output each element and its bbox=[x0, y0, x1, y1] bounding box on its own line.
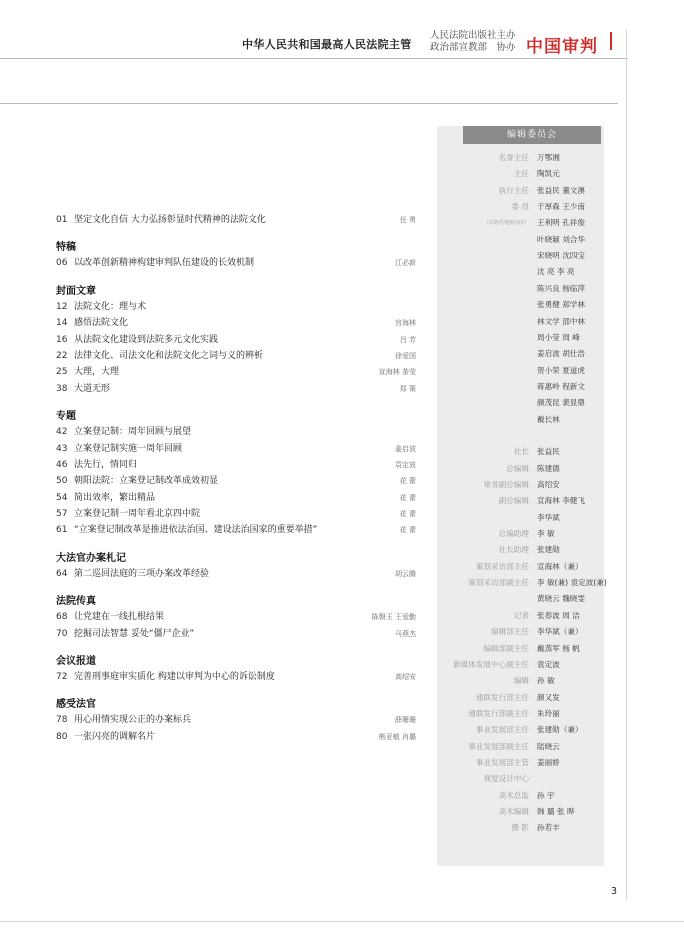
organizer-lines bbox=[430, 30, 516, 54]
board-role: 社长助理 bbox=[498, 545, 529, 555]
toc-page-number: 14 bbox=[56, 318, 68, 329]
board-role: 委 员 bbox=[511, 202, 529, 212]
board-member-name: 孙若丰 bbox=[537, 823, 560, 833]
toc-article-title: 立案登记制一周年看北京四中院 bbox=[74, 509, 201, 520]
toc-page-number: 68 bbox=[56, 612, 68, 623]
board-member-row bbox=[437, 657, 604, 673]
toc-entry[interactable] bbox=[56, 609, 416, 625]
toc-author: 花 蕾 bbox=[399, 477, 416, 486]
toc-page-number: 72 bbox=[56, 672, 68, 683]
magazine-logo: 中国审判 bbox=[526, 37, 598, 57]
toc-article-title: 法律文化、司法文化和法院文化之词与义的辨析 bbox=[74, 350, 264, 361]
board-member-name: 张建勋 bbox=[537, 545, 560, 555]
organizer-line-2: 政治部宣教部 协办 bbox=[430, 42, 516, 53]
board-role: 编辑 bbox=[513, 676, 529, 686]
toc-page-number: 57 bbox=[56, 509, 68, 520]
board-member-name: 韩 璐 张 晔 bbox=[537, 807, 575, 816]
toc-author: 宣海林 茶莹 bbox=[378, 368, 416, 377]
toc-author: 马燕杰 bbox=[395, 629, 416, 638]
toc-author: 花 蕾 bbox=[399, 510, 416, 519]
toc-entry[interactable] bbox=[56, 457, 416, 473]
toc-entry[interactable] bbox=[56, 315, 416, 331]
board-member-row bbox=[437, 788, 604, 804]
toc-page-number: 43 bbox=[56, 443, 68, 454]
board-member-row bbox=[437, 739, 604, 755]
table-of-contents bbox=[56, 212, 416, 745]
board-member-row bbox=[437, 232, 604, 248]
board-member-row bbox=[437, 542, 604, 558]
toc-section-heading: 特稿 bbox=[56, 242, 76, 254]
board-member-name: 张春波 周 洁 bbox=[537, 610, 580, 620]
toc-page-number: 70 bbox=[56, 628, 68, 639]
board-member-row bbox=[437, 510, 604, 526]
board-role: 美术编辑 bbox=[498, 807, 529, 816]
logo-accent-bar bbox=[610, 32, 612, 50]
toc-entry[interactable] bbox=[56, 424, 416, 440]
board-member-row bbox=[437, 428, 604, 444]
toc-section-heading: 封面文章 bbox=[56, 285, 96, 297]
toc-article-title: 完善刑事庭审实质化 构建以审判为中心的诉讼制度 bbox=[74, 672, 275, 683]
toc-author: 姜启波 bbox=[395, 444, 416, 453]
footer-divider bbox=[0, 921, 684, 922]
toc-author: 花 蕾 bbox=[399, 493, 416, 502]
toc-page-number: 25 bbox=[56, 367, 68, 378]
board-member-row bbox=[437, 706, 604, 722]
board-member-row bbox=[437, 722, 604, 738]
board-member-name: 陶凯元 bbox=[537, 169, 560, 179]
board-member-name: 于厚森 王少南 bbox=[537, 202, 585, 212]
toc-article-title: 朝阳法院：立案登记制改革成效初显 bbox=[74, 476, 219, 487]
board-role: 总编辑 bbox=[506, 463, 529, 473]
board-role: 事业发展部副主任 bbox=[468, 741, 529, 751]
toc-author: 陈磐玉 王爱勤 bbox=[371, 613, 416, 622]
toc-article-title: 一张闪亮的调解名片 bbox=[74, 731, 156, 742]
board-member-name: 姜启波 胡仕浩 bbox=[537, 349, 585, 359]
header-divider-lower bbox=[0, 103, 618, 104]
toc-author: 高绍安 bbox=[395, 673, 416, 682]
toc-article-title: 大理，大理 bbox=[74, 367, 120, 378]
board-member-row bbox=[437, 166, 604, 182]
board-member-row bbox=[437, 363, 604, 379]
board-role: 策划采访部副主任 bbox=[468, 578, 529, 588]
toc-article-title: 坚定文化自信 大力弘扬彰显时代精神的法院文化 bbox=[74, 215, 266, 225]
toc-page-number: 01 bbox=[56, 215, 68, 225]
board-member-name: 张益民 bbox=[537, 447, 560, 457]
toc-section-heading: 感受法官 bbox=[56, 699, 96, 711]
board-member-name: 万鄂湘 bbox=[537, 153, 560, 162]
board-role: 策划采访部主任 bbox=[475, 561, 529, 571]
toc-article-title: 感悟法院文化 bbox=[74, 318, 129, 329]
toc-author: 郑 策 bbox=[399, 384, 416, 393]
toc-entry[interactable] bbox=[56, 255, 416, 271]
toc-page-number: 06 bbox=[56, 258, 68, 269]
board-member-row bbox=[437, 395, 604, 411]
board-member-name: 陆晓云 bbox=[537, 741, 560, 751]
toc-entry[interactable] bbox=[56, 626, 416, 642]
board-member-name: 孙 敏 bbox=[537, 676, 555, 686]
board-member-row bbox=[437, 346, 604, 362]
board-role: 美术总监 bbox=[498, 790, 529, 800]
board-member-row bbox=[437, 183, 604, 199]
board-member-name: 叶晓颖 刘合华 bbox=[537, 234, 585, 244]
board-member-name: 张勇健 郑学林 bbox=[537, 300, 585, 310]
board-member-row bbox=[437, 297, 604, 313]
board-role: 总编助理 bbox=[498, 529, 529, 539]
board-member-name: 孙 宇 bbox=[537, 790, 555, 800]
board-member-row bbox=[437, 690, 604, 706]
board-role: （以姓氏笔画为序） bbox=[483, 220, 529, 227]
toc-article-title: 第二巡回法庭的三项办案改革经验 bbox=[74, 568, 210, 579]
board-role: 视觉设计中心 bbox=[483, 774, 529, 784]
toc-author: 熊亚敏 肖璐 bbox=[378, 732, 416, 741]
board-role: 通联发行部主任 bbox=[475, 692, 529, 702]
board-member-row bbox=[437, 199, 604, 215]
board-member-row bbox=[437, 575, 607, 591]
toc-section-heading: 专题 bbox=[56, 411, 76, 423]
toc-page-number: 61 bbox=[56, 525, 68, 536]
board-member-row bbox=[437, 608, 604, 624]
toc-section-heading: 会议报道 bbox=[56, 656, 96, 668]
toc-article-title: 法院文化：理与术 bbox=[74, 301, 147, 312]
board-member-name: 李 敏(兼) 袁定波(兼) bbox=[537, 578, 607, 588]
board-member-row bbox=[437, 379, 604, 395]
toc-entry[interactable] bbox=[56, 364, 416, 380]
board-member-row bbox=[437, 591, 604, 607]
toc-page-number: 46 bbox=[56, 459, 68, 470]
toc-author: 吕 芳 bbox=[399, 335, 416, 344]
toc-article-title: 立案登记制实施一周年回顾 bbox=[74, 443, 183, 454]
toc-article-title: 大道无形 bbox=[74, 383, 111, 394]
toc-page-number: 16 bbox=[56, 334, 68, 345]
board-role: 通联发行部副主任 bbox=[468, 708, 529, 718]
toc-section-heading: 大法官办案札记 bbox=[56, 552, 126, 564]
board-member-name: 张益民 董文澳 bbox=[537, 185, 585, 195]
toc-article-title: 以改革创新精神构建审判队伍建设的长效机制 bbox=[74, 258, 255, 269]
board-member-row bbox=[437, 673, 604, 689]
toc-page-number: 42 bbox=[56, 427, 68, 438]
board-member-row bbox=[437, 804, 604, 820]
toc-page-number: 78 bbox=[56, 715, 68, 726]
board-member-row bbox=[437, 526, 604, 542]
board-role: 新媒体发展中心副主任 bbox=[453, 659, 529, 669]
toc-entry[interactable] bbox=[56, 490, 416, 506]
board-member-name: 袁定波 bbox=[537, 659, 560, 669]
board-member-row bbox=[437, 624, 604, 640]
toc-page-number: 64 bbox=[56, 568, 68, 579]
board-member-name: 黄晓云 魏晓雯 bbox=[537, 594, 585, 604]
board-member-name: 宣海林（兼） bbox=[537, 561, 583, 571]
board-member-row bbox=[437, 820, 604, 836]
board-member-row bbox=[437, 248, 604, 264]
organizer-line-1: 人民法院出版社主办 bbox=[430, 30, 516, 41]
board-member-name: 贺小荣 夏道虎 bbox=[537, 365, 585, 375]
toc-section-heading: 法院传真 bbox=[56, 596, 96, 608]
board-member-row bbox=[437, 461, 604, 477]
board-role: 常务副总编辑 bbox=[483, 480, 529, 489]
board-role: 记者 bbox=[513, 610, 529, 620]
board-member-name: 戴蒸军 杨 帆 bbox=[537, 643, 580, 653]
board-member-row bbox=[437, 755, 604, 771]
board-member-name: 蒋惠岭 程新文 bbox=[537, 381, 585, 391]
toc-article-title: 让党建在一线扎根结果 bbox=[74, 612, 165, 623]
board-role: 编辑部主任 bbox=[491, 627, 529, 637]
toc-article-title: “立案登记制改革是推进依法治国、建设法治国家的重要举措” bbox=[74, 525, 318, 536]
masthead bbox=[0, 30, 684, 56]
toc-entry[interactable] bbox=[56, 332, 416, 348]
board-member-row bbox=[437, 150, 604, 166]
board-role: 摄 影 bbox=[511, 823, 529, 833]
board-member-name: 张建勋（兼） bbox=[537, 725, 583, 735]
board-member-row bbox=[437, 559, 604, 575]
board-member-name: 沈 亮 李 亮 bbox=[537, 267, 575, 277]
board-member-row bbox=[437, 641, 604, 657]
board-role: 社长 bbox=[513, 447, 529, 457]
toc-article-title: 立案登记制：周年回顾与展望 bbox=[74, 427, 192, 438]
toc-entry[interactable] bbox=[56, 212, 416, 228]
board-member-row bbox=[437, 314, 604, 330]
toc-page-number: 80 bbox=[56, 731, 68, 742]
toc-entry[interactable] bbox=[56, 473, 416, 489]
toc-article-title: 挖掘司法智慧 妥处“僵尸企业” bbox=[74, 628, 195, 639]
board-member-name: 朱玲丽 bbox=[537, 708, 560, 718]
board-role: 副总编辑 bbox=[498, 496, 529, 506]
board-member-name: 高绍安 bbox=[537, 480, 560, 489]
toc-author: 任 勇 bbox=[399, 216, 416, 224]
editorial-board-panel bbox=[437, 126, 607, 866]
toc-author: 徐爱国 bbox=[395, 351, 416, 360]
board-member-row bbox=[437, 412, 604, 428]
board-member-name: 林文学 邵中林 bbox=[537, 316, 585, 326]
board-role: 事业发展部主管 bbox=[475, 757, 529, 767]
board-member-row bbox=[437, 281, 604, 297]
board-role: 名誉主任 bbox=[498, 153, 529, 162]
toc-author: 薛珊珊 bbox=[395, 716, 416, 725]
toc-entry[interactable] bbox=[56, 566, 416, 582]
toc-entry[interactable] bbox=[56, 441, 416, 457]
header-divider bbox=[0, 58, 628, 59]
toc-page-number: 38 bbox=[56, 383, 68, 394]
toc-page-number: 22 bbox=[56, 350, 68, 361]
toc-entry[interactable] bbox=[56, 299, 416, 315]
board-member-name: 李华斌 bbox=[537, 512, 560, 522]
board-member-row bbox=[437, 330, 604, 346]
board-member-name: 陈建德 bbox=[537, 463, 560, 473]
toc-entry[interactable] bbox=[56, 729, 416, 745]
toc-author: 宫海林 bbox=[395, 319, 416, 328]
toc-entry[interactable] bbox=[56, 669, 416, 685]
toc-entry[interactable] bbox=[56, 506, 416, 522]
board-role: 执行主任 bbox=[498, 185, 529, 195]
board-member-row bbox=[437, 493, 604, 509]
toc-entry[interactable] bbox=[56, 522, 416, 538]
board-member-name: 李华斌（兼） bbox=[537, 627, 583, 637]
toc-article-title: 法先行，情同归 bbox=[74, 459, 138, 470]
board-member-name: 李 敏 bbox=[537, 529, 555, 539]
toc-author: 花 蕾 bbox=[399, 526, 416, 535]
board-role: 主任 bbox=[513, 169, 529, 179]
page-right-rule bbox=[626, 30, 627, 900]
board-member-row bbox=[437, 771, 604, 787]
page-number: 3 bbox=[611, 886, 618, 897]
board-member-row bbox=[437, 215, 604, 231]
toc-entry[interactable] bbox=[56, 712, 416, 728]
toc-author: 袁定波 bbox=[395, 460, 416, 469]
toc-entry[interactable] bbox=[56, 381, 416, 397]
board-member-name: 宋晓明 沈四宝 bbox=[537, 251, 585, 261]
board-member-name: 宣海林 李健飞 bbox=[537, 496, 585, 506]
board-member-name: 王利明 孔祥俊 bbox=[537, 218, 585, 228]
board-member-row bbox=[437, 444, 604, 460]
board-role: 事业发展部主任 bbox=[475, 725, 529, 735]
toc-page-number: 12 bbox=[56, 301, 68, 312]
toc-article-title: 用心用情实现公正的办案标兵 bbox=[74, 715, 192, 726]
toc-author: 胡云腾 bbox=[395, 569, 416, 578]
board-member-name: 戴长林 bbox=[537, 414, 560, 424]
board-role: 编辑部副主任 bbox=[483, 643, 529, 653]
board-member-name: 颜又发 bbox=[537, 692, 560, 702]
toc-page-number: 50 bbox=[56, 476, 68, 487]
board-member-name: 陈兴良 杨临萍 bbox=[537, 283, 585, 293]
board-member-name: 周小莹 周 峰 bbox=[537, 332, 580, 342]
editorial-board-title: 编辑委员会 bbox=[463, 126, 601, 144]
toc-article-title: 从法院文化建设到法院多元文化实践 bbox=[74, 334, 219, 345]
toc-entry[interactable] bbox=[56, 348, 416, 364]
board-member-name: 颜茂昆 裴显鼎 bbox=[537, 398, 585, 408]
supervisor-line: 中华人民共和国最高人民法院主管 bbox=[242, 38, 412, 51]
toc-article-title: 简出效率，繁出精品 bbox=[74, 492, 156, 503]
board-member-row bbox=[437, 477, 604, 493]
board-member-row bbox=[437, 264, 604, 280]
board-member-name: 姜丽娇 bbox=[537, 757, 560, 767]
toc-author: 江必新 bbox=[395, 259, 416, 268]
toc-page-number: 54 bbox=[56, 492, 68, 503]
